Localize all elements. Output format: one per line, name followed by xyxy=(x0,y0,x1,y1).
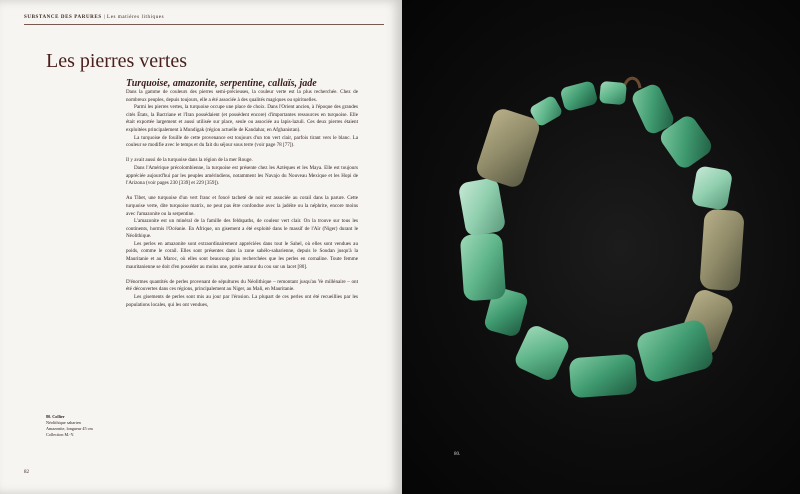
necklace-photo xyxy=(402,0,800,494)
paragraph: Les gisements de perles sont mis au jour par l'érosion. La plupart de ces perles ont été recueillies par les populations locales, qui les ont vendues, xyxy=(126,294,358,308)
bead xyxy=(458,177,507,237)
paragraph: Dans la gamme de couleurs des pierres semi-précieuses, la couleur verte est la plus recherchée. Chez de nombreux peuples, depuis toujours, elle a été associée à des qualités magiques ou spirituelles. xyxy=(126,89,358,103)
paragraph: Au Tibet, une turquoise d'un vert franc et foncé tacheté de noir est associée au corail dans la parure. Cette turquoise verte, dite turquoise matrix, ne peut pas être confondue avec la jadéite ou la néphrite, encore moins avec l'amazonite ou la serpentine. xyxy=(126,195,358,217)
running-head-separator: | xyxy=(103,15,106,20)
caption-line: Amazonite, longueur 45 cm xyxy=(46,426,93,431)
bead xyxy=(512,323,571,383)
caption-number: 80. Collier xyxy=(46,414,65,419)
right-page-photo xyxy=(402,0,800,494)
caption-line: Néolithique saharien xyxy=(46,420,81,425)
bead xyxy=(599,81,627,105)
running-head-section: SUBSTANCE DES PARURES xyxy=(24,15,102,20)
page-number-left: 82 xyxy=(24,470,29,475)
bead xyxy=(559,80,598,112)
paragraph: Il y avait aussi de la turquoise dans la région de la mer Rouge. xyxy=(126,157,253,164)
running-head-chapter: Les matières lithiques xyxy=(107,15,165,20)
paragraph: Parmi les pierres vertes, la turquoise occupe une place de choix. Dans l'Orient ancien, à l'époque des grandes cités États, la Bactriane et l'Iran possédaient (et possèdent encore) d'importantes ressources en turquoise. Elle était exportée largement et aussi utilisée sur place, seule ou associée au lapis-lazuli. Ces deux pierres étaient exploitées principalement à Mundigak (région actuelle de Kandahar, en Afghanistan). xyxy=(126,104,358,133)
bead xyxy=(460,233,507,302)
bead xyxy=(691,165,733,211)
figure-caption xyxy=(46,414,106,438)
header-rule xyxy=(24,24,384,25)
paragraph: L'amazonite est un minéral de la famille des feldspaths, de couleur vert clair. On la trouve sur tous les continents, hormis l'Océanie. En Afrique, un gisement a été exploité dans le massif de l'Aïr (Niger) durant le Néolithique. xyxy=(126,218,358,240)
paragraph: La turquoise de fouille de cette provenance est toujours d'un ton vert clair, parfois tirant vers le blanc. La couleur se modifie avec le temps et du fait du séjour sous terre (voir page 78 [77]). xyxy=(126,134,358,149)
paragraph: D'énormes quantités de perles provenant de sépultures du Néolithique – remontant jusqu'au Ve millénaire – ont été découvertes dans ces régions, principalement au Niger, au Mali, en Mauritanie. xyxy=(126,278,358,293)
bead-group xyxy=(458,80,745,398)
running-head xyxy=(24,15,164,20)
bead xyxy=(699,209,744,292)
page-subtitle: Turquoise, amazonite, serpentine, callaïs, jade xyxy=(126,78,317,89)
caption-line: Collection M.-Y. xyxy=(46,432,75,437)
bead xyxy=(635,318,716,384)
body-text xyxy=(126,89,358,309)
bead xyxy=(474,106,542,189)
page-title: Les pierres vertes xyxy=(46,50,188,72)
paragraph: Les perles en amazonite sont extraordinairement appréciées dans tout le Sahel, où elles sont vendues au poids, comme le corail. Elles sont présentes dans la zone sahélo-saharienne, depuis le Soudan jusqu'à la Mauritanie et au Maroc, où elles sont beaucoup plus recherchées que les perles en cornaline. Toute femme mauritanienne se doit d'en posséder au moins une, portée autour du cou sur un lacet [80]. xyxy=(126,240,358,270)
page-number-right: 80. xyxy=(454,452,461,457)
bead xyxy=(569,354,638,399)
paragraph: Dans l'Amérique précolombienne, la turquoise est présente chez les Aztèques et les Maya. Elle est toujours appréciée aujourd'hui par les peuples amérindiens, notamment les Navajo du Nouveau Mexique et les Hopi de l'Arizona (voir pages 230 [339] et 229 [359]). xyxy=(126,164,358,187)
cord-loop xyxy=(624,78,640,88)
